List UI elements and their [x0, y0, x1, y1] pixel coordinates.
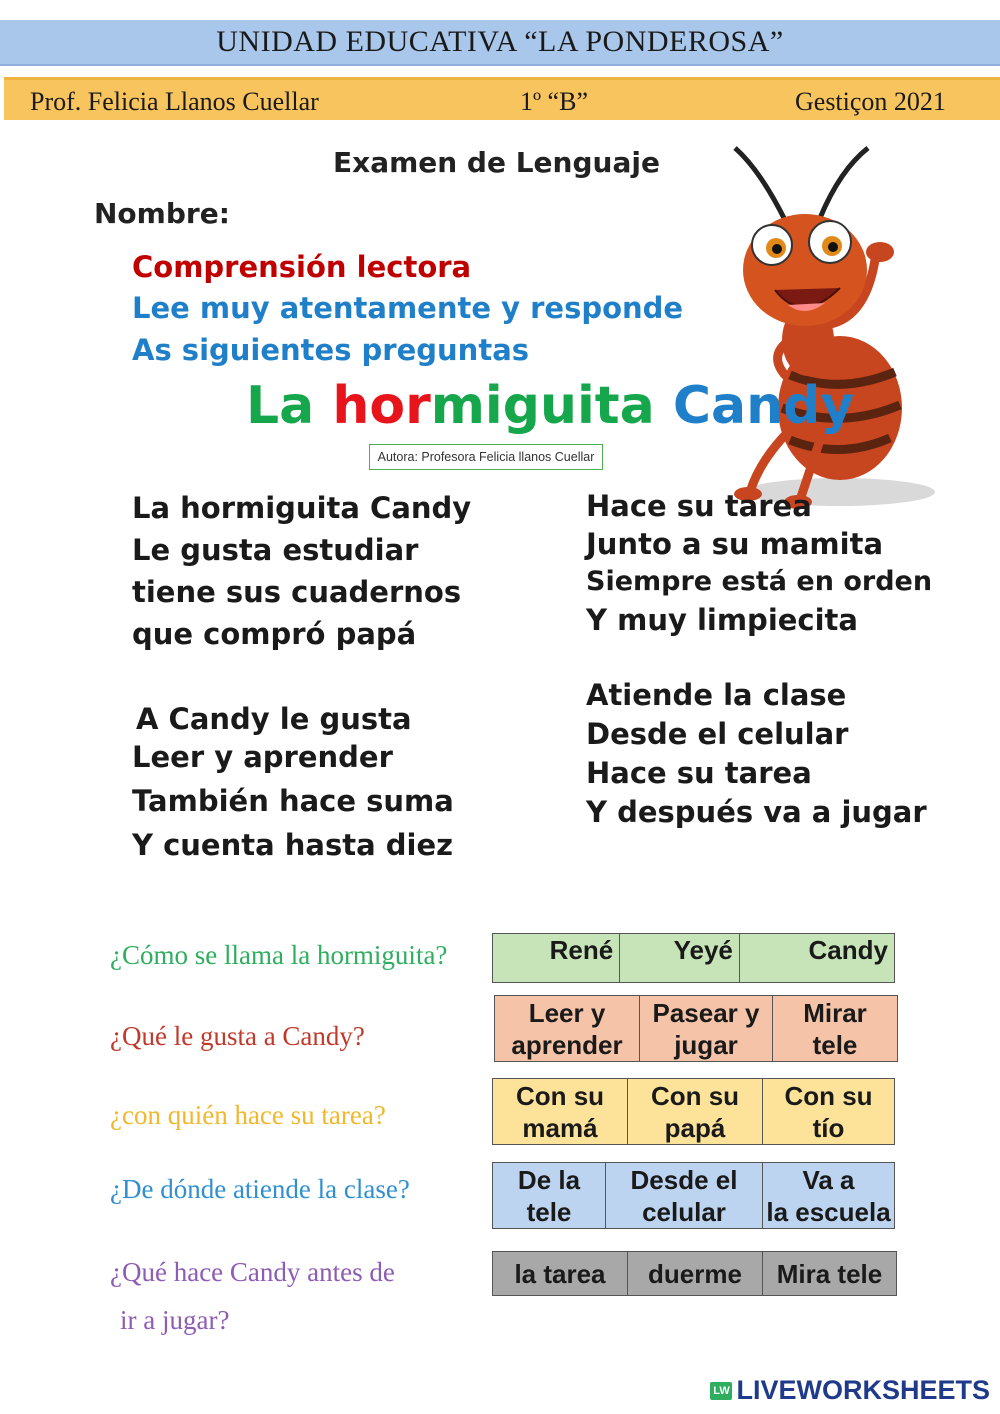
- question-2: ¿Qué le gusta a Candy?: [110, 1021, 365, 1051]
- options-question-2: [494, 995, 898, 1062]
- question-1: ¿Cómo se llama la hormiguita?: [110, 940, 448, 970]
- teacher-name: Prof. Felicia Llanos Cuellar: [30, 87, 319, 116]
- author-text: Autora: Profesora Felicia llanos Cuellar: [377, 450, 595, 464]
- poem-line: A Candy le gusta: [136, 702, 412, 736]
- poem-line: Siempre está en orden: [586, 566, 933, 597]
- option-button[interactable]: Con su papá: [628, 1079, 763, 1145]
- poem-line: tiene sus cuadernos: [132, 575, 462, 609]
- story-title: [246, 376, 854, 436]
- option-button[interactable]: Pasear y jugar: [640, 996, 773, 1062]
- grade-label: 1º “B”: [520, 87, 588, 116]
- option-button[interactable]: René: [493, 934, 620, 983]
- option-button[interactable]: Yeyé: [620, 934, 740, 983]
- poem-line: Leer y aprender: [132, 740, 393, 774]
- option-button[interactable]: Candy: [739, 934, 894, 983]
- option-button[interactable]: Con su tío: [763, 1079, 895, 1145]
- option-button[interactable]: duerme: [628, 1252, 763, 1296]
- logo-badge: LW: [710, 1382, 732, 1400]
- poem-line: Le gusta estudiar: [132, 533, 419, 567]
- poem-line: Hace su tarea: [586, 756, 812, 790]
- stanza-3: [586, 487, 932, 639]
- poem-line: Junto a su mamita: [586, 527, 884, 561]
- options-question-1: [492, 933, 895, 983]
- liveworksheets-logo: [710, 1375, 990, 1406]
- options-question-4: [492, 1162, 895, 1229]
- poem-line: Desde el celular: [586, 717, 849, 751]
- option-button[interactable]: Leer y aprender: [495, 996, 640, 1062]
- poem-line: que compró papá: [132, 617, 417, 651]
- name-label: Nombre:: [94, 197, 230, 230]
- school-name: UNIDAD EDUCATIVA “LA PONDEROSA”: [216, 25, 784, 58]
- poem-line: Y muy limpiecita: [586, 603, 858, 637]
- question-5: [110, 1248, 395, 1344]
- option-button[interactable]: Mira tele: [763, 1252, 897, 1296]
- option-button[interactable]: Va a la escuela: [763, 1163, 895, 1229]
- poem-line: Y después va a jugar: [586, 795, 927, 829]
- logo-text: LIVEWORKSHEETS: [736, 1375, 990, 1405]
- question-3: ¿con quién hace su tarea?: [110, 1100, 386, 1130]
- story-title-part-1: La: [246, 376, 333, 436]
- stanza-4: [586, 676, 927, 832]
- option-button[interactable]: Mirar tele: [773, 996, 898, 1062]
- story-title-part-4: Candy: [672, 376, 855, 436]
- exam-title: Examen de Lenguaje: [333, 146, 660, 179]
- option-button[interactable]: la tarea: [493, 1252, 628, 1296]
- story-title-part-3: miguita: [430, 376, 673, 436]
- poem-line: La hormiguita Candy: [132, 491, 472, 525]
- year-label: Gestiçon 2021: [795, 87, 946, 116]
- question-4: ¿De dónde atiende la clase?: [110, 1174, 410, 1204]
- option-button[interactable]: Con su mamá: [493, 1079, 628, 1145]
- poem-line: Atiende la clase: [586, 678, 847, 712]
- ant-icon: [690, 140, 950, 520]
- stanza-1: [132, 487, 471, 655]
- instruction-read: Lee muy atentamente y responde: [132, 291, 684, 325]
- options-question-5: [492, 1251, 897, 1296]
- info-banner: [4, 77, 1000, 120]
- instruction-questions: As siguientes preguntas: [132, 333, 530, 367]
- question-5-line-2: ir a jugar?: [120, 1305, 230, 1335]
- stanza-2: [132, 698, 454, 866]
- story-title-part-2: hor: [332, 376, 431, 436]
- question-5-line-1: ¿Qué hace Candy antes de: [110, 1257, 395, 1287]
- option-button[interactable]: De la tele: [493, 1163, 606, 1229]
- options-question-3: [492, 1078, 895, 1145]
- instruction-comprension: Comprensión lectora: [132, 250, 472, 284]
- poem-line: Hace su tarea: [586, 489, 812, 523]
- poem-line: Y cuenta hasta diez: [132, 828, 454, 862]
- option-button[interactable]: Desde el celular: [606, 1163, 763, 1229]
- poem-line: También hace suma: [132, 784, 454, 818]
- author-box: [369, 444, 603, 470]
- school-banner: [0, 20, 1000, 66]
